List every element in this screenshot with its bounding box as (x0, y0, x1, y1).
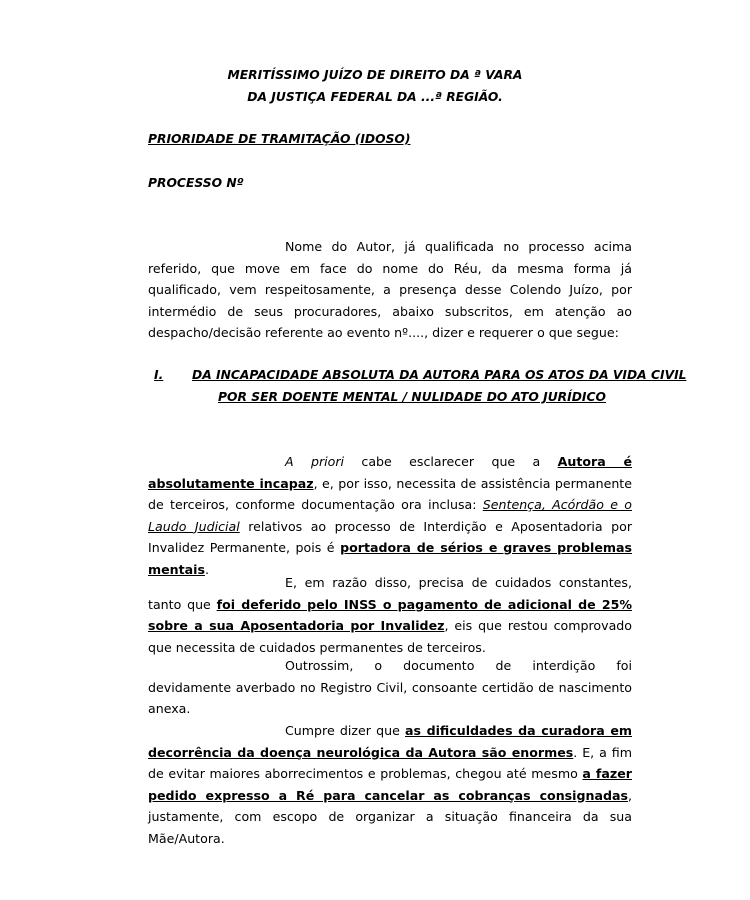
p4-text-e: , justamente, com escopo de organizar a situação financeira da sua Mãe/Autora. (148, 787, 632, 846)
p4-emphasis-difficulties: as dificuldades da curadora em decorrência da doença neurológica da Autora são enormes (148, 723, 632, 760)
p1-documents: Sentença, Acórdão e o Laudo Judicial (148, 497, 632, 534)
paragraph-incapacity (148, 451, 632, 580)
section-number: I. (154, 368, 164, 382)
paragraph-difficulties (148, 720, 632, 849)
p4-text-a: Cumpre dizer que (285, 723, 406, 738)
p4-text-c: . E, a fim de evitar maiores aborrecimentos e problemas, chegou até mesmo (148, 744, 632, 781)
p1-emphasis-mental: portadora de sérios e graves problemas mentais (148, 540, 633, 577)
a-priori-text: A priori (285, 454, 345, 469)
p2-text-a: E, em razão disso, precisa de cuidados constantes, tanto que (148, 575, 632, 612)
paragraph-registry (148, 655, 632, 720)
court-header-line-1: MERITÍSSIMO JUÍZO DE DIREITO DA ª VARA (227, 68, 523, 82)
p2-text-c: , eis que restou comprovado que necessita de cuidados permanentes de terceiros. (148, 618, 632, 655)
p4-emphasis-request: a fazer pedido expresso a Ré para cancelar as cobranças consignadas (148, 766, 632, 803)
p2-emphasis-inss: foi deferido pelo INSS o pagamento de adicional de 25% sobre a sua Aposentadoria por Invalidez (148, 596, 632, 633)
paragraph-care (148, 572, 632, 658)
p1-text-h: . (204, 561, 209, 577)
p1-text-f: relativos ao processo de Interdição e Aposentadoria por Invalidez Permanente, pois é (148, 518, 633, 555)
intro-text: Nome do Autor, já qualificada no processo acima referido, que move em face do nome do Réu, da mesma forma já qualificado, vem respeitosamente, a presença desse Colendo Juízo, por intermédio de seus procuradores, abaixo subscritos, em atenção ao despacho/decisão referente ao evento nº...., dizer e requerer o que segue: (148, 239, 632, 340)
intro-paragraph (148, 236, 632, 344)
p1-text-b: cabe esclarecer que a (344, 454, 558, 469)
section-title-line-1: DA INCAPACIDADE ABSOLUTA DA AUTORA PARA OS ATOS DA VIDA CIVIL (192, 368, 687, 382)
p3-text: Outrossim, o documento de interdição foi devidamente averbado no Registro Civil, consoante certidão de nascimento anexa. (148, 658, 632, 716)
p1-emphasis-incapaz: Autora é absolutamente incapaz (148, 454, 632, 491)
priority-label: PRIORIDADE DE TRAMITAÇÃO (IDOSO) (148, 132, 411, 146)
process-number-label: PROCESSO Nº (148, 176, 244, 190)
p1-text-d: , e, por isso, necessita de assistência permanente de terceiros, conforme documentação ora inclusa: (148, 475, 632, 512)
section-title-line-2: POR SER DOENTE MENTAL / NULIDADE DO ATO JURÍDICO (218, 390, 606, 404)
court-header-line-2: DA JUSTIÇA FEDERAL DA ...ª REGIÃO. (247, 90, 503, 104)
